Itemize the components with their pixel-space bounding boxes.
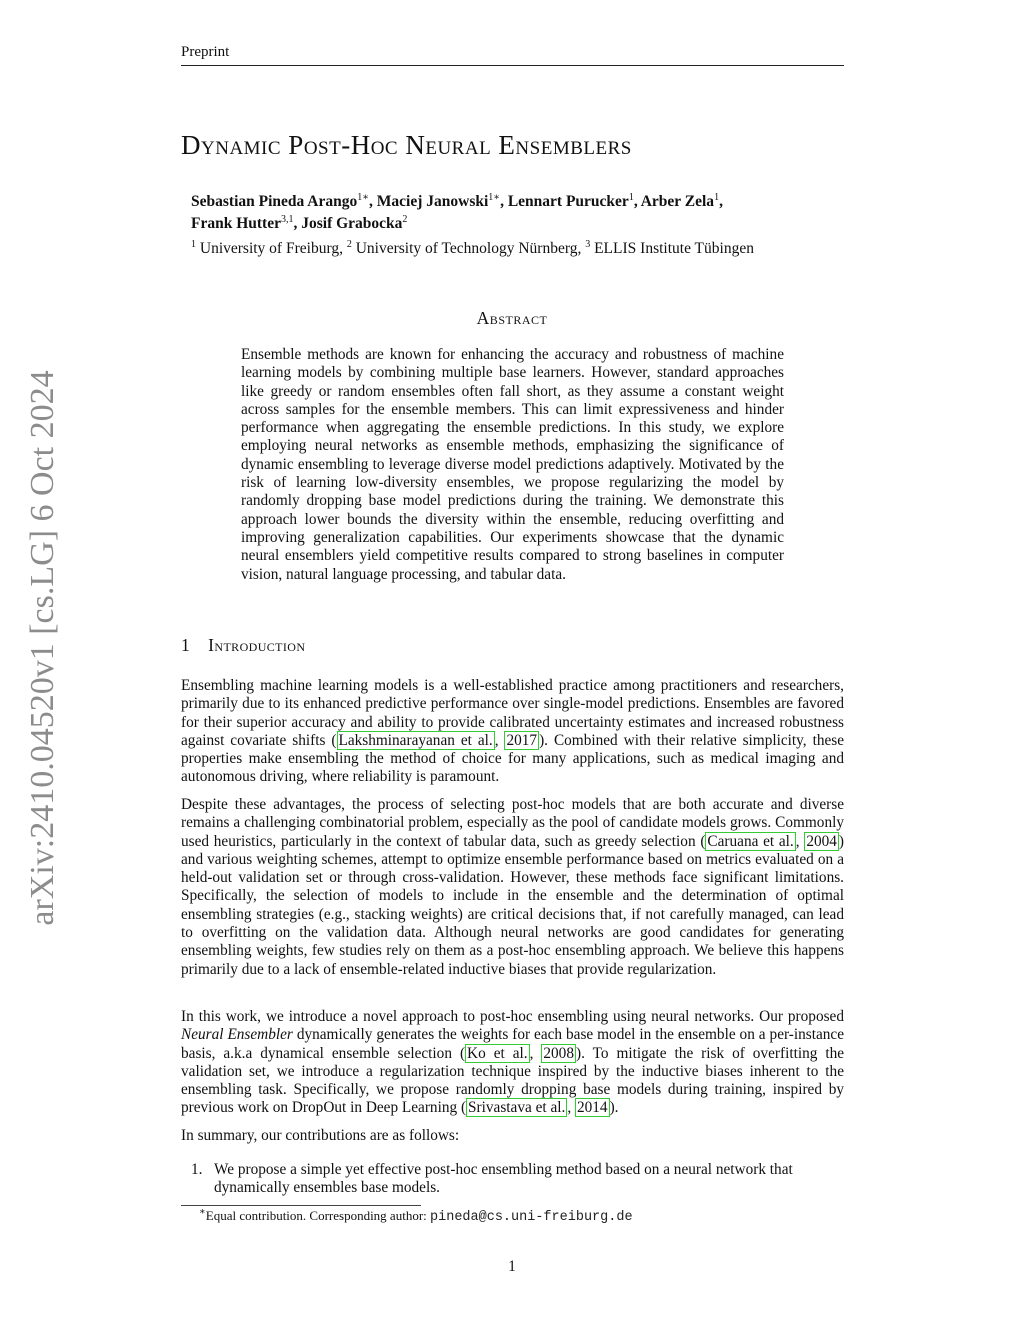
emphasized-term: Neural Ensembler <box>181 1026 293 1044</box>
citation-year-link[interactable]: 2017 <box>506 731 538 749</box>
paragraph-text: ) and various weighting schemes, attempt to optimize ensemble performance based on metrics evaluated on a held-out validation set or through cross-validation. However, these methods face significant limitations. Specifically, the selection of models to include in the ensemble and the determination of optimal ensembling strategies (e.g., stacking weights) are critical decisions that, if not carefully managed, can lead to overfitting on the validation data. Although neural networks are good candidates for generating ensembling weights, few studies rely on them as a post-hoc ensembling approach. We believe this happens primarily due to a lack of ensemble-related inductive biases that provide regularization. <box>181 832 845 978</box>
paragraph-text: ). <box>609 1099 619 1117</box>
affiliation-list: $^1$ University of Freiburg, $^2$ University of Technology Nürnberg, $^3$ ELLIS Institute Tübingen <box>191 238 754 257</box>
citation-link[interactable]: Caruana et al. <box>707 832 794 850</box>
paper-title: Dynamic Post-Hoc Neural Ensemblers <box>181 130 632 160</box>
abstract-heading: Abstract <box>476 308 548 328</box>
paragraph-text: , <box>494 731 505 749</box>
citation-year-link[interactable]: 2008 <box>543 1044 574 1062</box>
abstract-body: Ensemble methods are known for enhancing the accuracy and robustness of machine learning models by combining multiple base learners. However, standard approaches like greedy or random ensembles often fall short, as they assume a constant weight across samples for the ensemble members. This can limit expressiveness and hinder performance when aggregating the ensemble predictions. In this study, we explore employing neural networks as ensemble methods, emphasizing the significance of dynamic ensembling to leverage diverse model predictions adaptively. Motivated by the risk of learning low-diversity ensembles, we propose regularizing the model by randomly dropping base model predictions during the training. We demonstrate this approach lower bounds the diversity within the ensemble, reducing overfitting and improving generalization capabilities. Our experiments showcase that the dynamic neural ensemblers yield competitive results compared to strong baselines in computer vision, natural language processing, and tabular data. <box>241 346 784 583</box>
affiliation-name: ELLIS Institute Tübingen <box>594 240 754 257</box>
running-header: Preprint <box>181 44 230 60</box>
intro-paragraph <box>181 677 844 787</box>
paragraph-text: Ensembling machine learning models is a well-established practice among practitioners and researchers, primarily due to its enhanced predictive performance over single-model predictions. Ensembles are favored for their superior accuracy and ability to provide calibrated uncertainty estimates and increased robustness against covariate shifts ( <box>181 677 844 749</box>
affiliation-name: University of Freiburg <box>199 240 340 257</box>
intro-paragraph <box>181 796 844 979</box>
list-item: We propose a simple yet effective post-hoc ensembling method based on a neural network that dynamically ensembles base models. <box>214 1161 793 1197</box>
author-affil-mark: 3,1 <box>280 213 294 225</box>
affiliation-mark: 2 <box>346 238 352 250</box>
intro-paragraph <box>181 1008 844 1118</box>
page-number: 1 <box>508 1258 516 1275</box>
author-affil-mark: 1∗ <box>488 191 501 203</box>
author-list: Sebastian Pineda Arango$^{1∗}$, Maciej Janowski$^{1∗}$, Lennart Purucker$^1$, Arber Zela$^1$, Frank Hutter$^{3,1}$, Josif Grabocka$^2$ <box>191 191 723 232</box>
citation-link[interactable]: Srivastava et al. <box>468 1099 566 1117</box>
footnote <box>199 1208 839 1225</box>
affiliation-name: University of Technology Nürnberg <box>355 240 578 257</box>
author-affil-mark: 1 <box>628 191 634 203</box>
paragraph-text: dynamically generates the weights for each base model in the ensemble on a per-instance basis, a.k.a dynamical ensemble selection ( <box>181 1026 844 1062</box>
paragraph-text: In this work, we introduce a novel approach to post-hoc ensembling using neural networks. Our proposed <box>181 1008 844 1025</box>
paragraph-text: , <box>529 1044 542 1062</box>
paragraph-text: , <box>795 832 805 850</box>
affiliation-mark: 3 <box>585 238 591 250</box>
author-affil-mark: 1 <box>714 191 720 203</box>
citation-year-link[interactable]: 2014 <box>576 1099 608 1117</box>
section-heading <box>181 635 305 656</box>
section-number: 1 <box>181 635 191 655</box>
paragraph-text: , <box>567 1099 575 1117</box>
paragraph-text: ). Combined with their relative simplicity, these properties make ensembling the method of choice for many applications, such as medical imaging and autonomous driving, where reliability is paramount. <box>181 731 845 786</box>
author-name: Frank Hutter <box>191 215 281 232</box>
paragraph-text: ). To mitigate the risk of overfitting the validation set, we introduce a regularization technique inspired by the inductive biases inherent to the ensembling task. Specifically, we propose randomly dropping base models during training, inspired by previous work on DropOut in Deep Learning ( <box>181 1044 845 1117</box>
paragraph-text: Despite these advantages, the process of selecting post-hoc models that are both accurate and diverse remains a challenging combinatorial problem, especially as the pool of candidate models grows. Commonly used heuristics, particularly in the context of tabular data, such as greedy selection ( <box>181 796 844 850</box>
author-name: Lennart Purucker <box>507 193 629 210</box>
affiliation-mark: 1 <box>191 238 196 250</box>
author-affil-mark: 1∗ <box>357 191 370 203</box>
header-rule <box>181 65 844 66</box>
footnote-text: Equal contribution. Corresponding author: <box>205 1208 431 1223</box>
section-title: Introduction <box>208 635 306 655</box>
citation-link[interactable]: Ko et al. <box>467 1044 528 1062</box>
footnote-rule <box>181 1205 421 1206</box>
footnote-email[interactable]: pineda@cs.uni-freiburg.de <box>430 1210 633 1225</box>
intro-paragraph: In summary, our contributions are as follows: <box>181 1127 460 1144</box>
author-affil-mark: 2 <box>402 213 408 225</box>
citation-link[interactable]: Lakshminarayanan et al. <box>338 731 493 749</box>
list-marker: 1. <box>191 1161 203 1178</box>
author-name: Sebastian Pineda Arango <box>191 193 358 210</box>
citation-year-link[interactable]: 2004 <box>806 832 837 850</box>
arxiv-stamp: arXiv:2410.04520v1 [cs.LG] 6 Oct 2024 <box>24 370 61 926</box>
author-name: Arber Zela <box>640 193 715 210</box>
author-name: Maciej Janowski <box>376 193 489 210</box>
footnote-marker: ∗ <box>199 1206 206 1218</box>
author-name: Josif Grabocka <box>301 215 403 232</box>
